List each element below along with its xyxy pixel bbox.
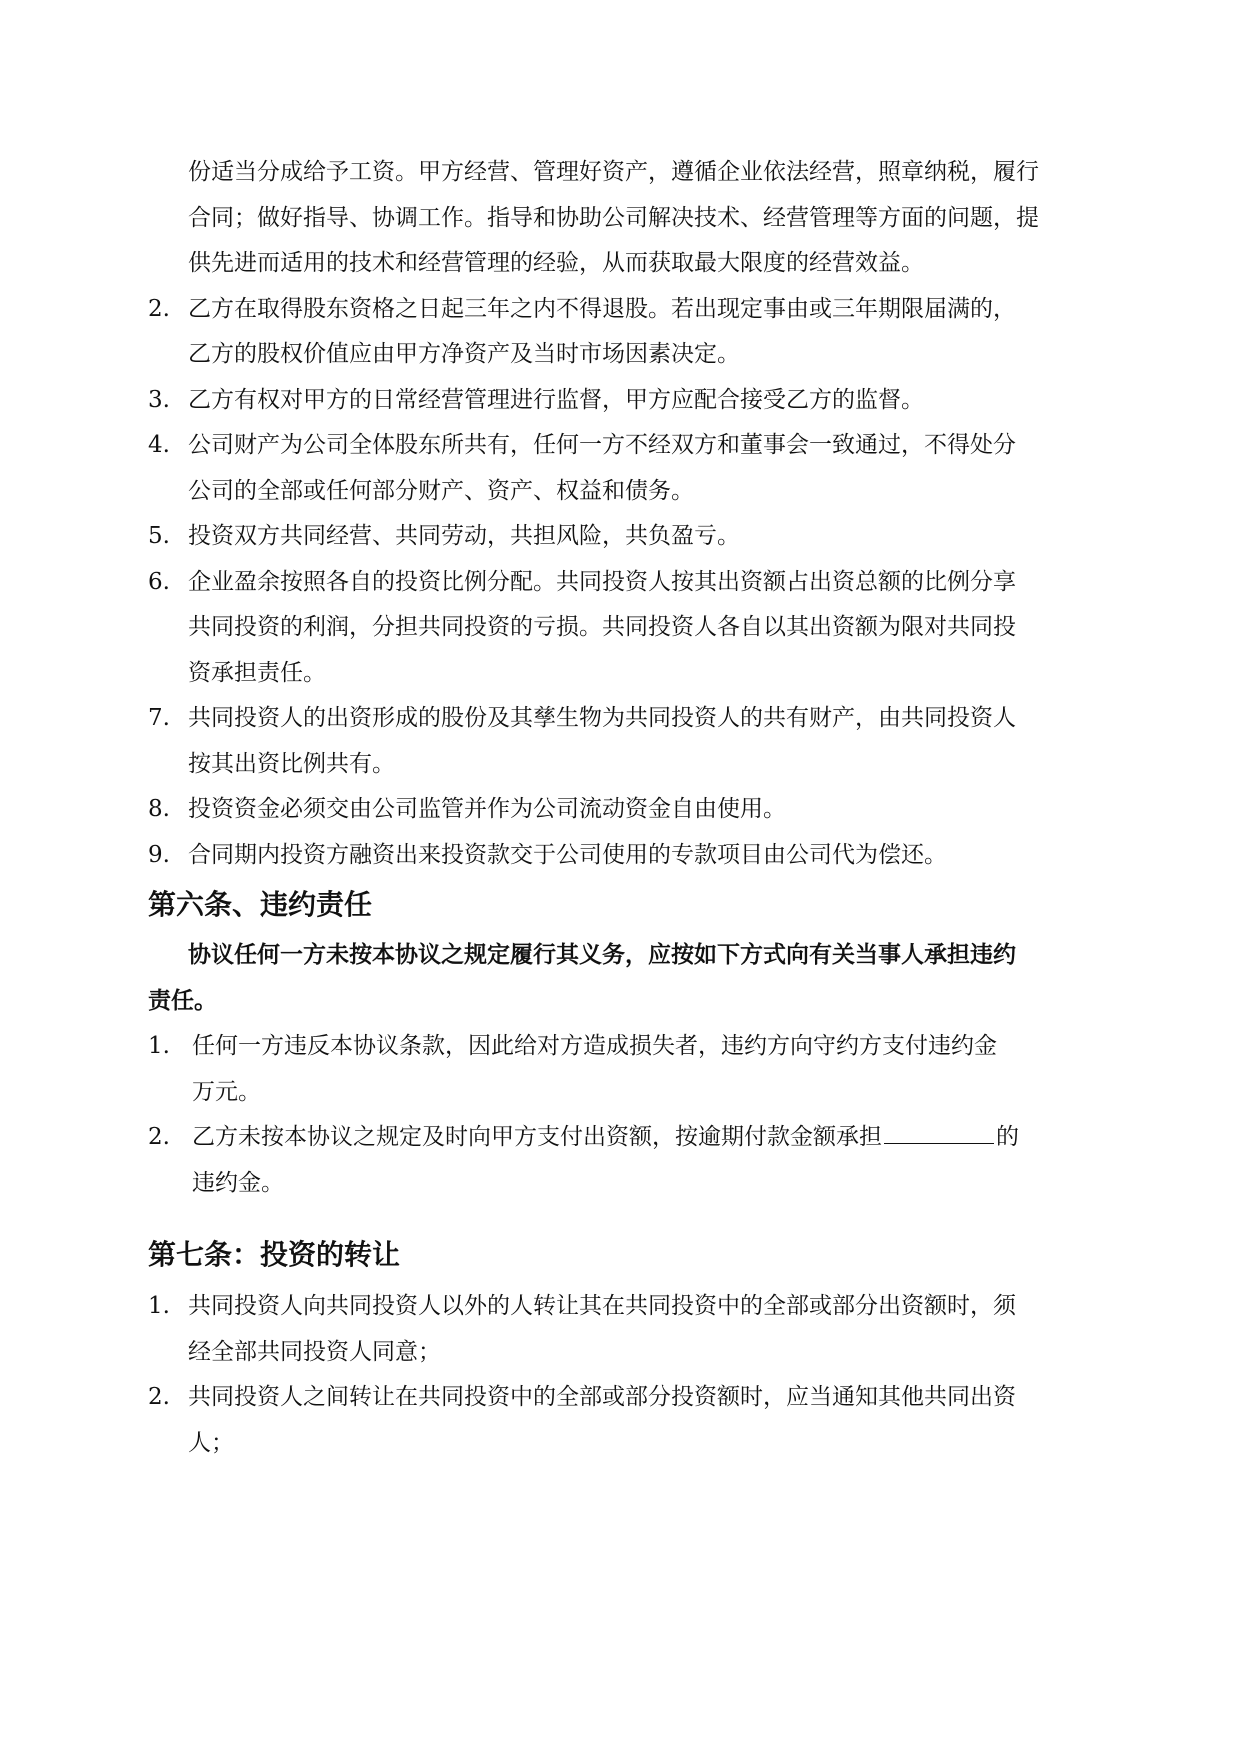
text-line: 共同投资人的出资形成的股份及其孳生物为共同投资人的共有财产，由共同投资人 bbox=[188, 705, 1016, 731]
section-heading: 第七条：投资的转让 bbox=[148, 1238, 401, 1271]
text-line: 投资双方共同经营、共同劳动，共担风险，共负盈亏。 bbox=[188, 523, 740, 549]
text-line: 共同投资人之间转让在共同投资中的全部或部分投资额时，应当通知其他共同出资 bbox=[188, 1384, 1016, 1410]
list-item bbox=[148, 1024, 1088, 1115]
list-number: 9. bbox=[148, 841, 170, 868]
section-heading: 第六条、违约责任 bbox=[148, 888, 373, 921]
text-line: 经全部共同投资人同意； bbox=[188, 1338, 441, 1365]
text-line: 企业盈余按照各自的投资比例分配。共同投资人按其出资额占出资总额的比例分享 bbox=[188, 568, 1016, 595]
text-line: 资承担责任。 bbox=[188, 659, 326, 686]
continued-paragraph bbox=[148, 150, 1088, 287]
spacer bbox=[148, 1206, 1088, 1228]
list-number: 4. bbox=[148, 432, 170, 458]
section6-intro bbox=[148, 932, 1088, 1024]
text-line: 违约金。 bbox=[192, 1169, 284, 1196]
text-line: 万元。 bbox=[192, 1078, 261, 1105]
text-line: 公司的全部或任何部分财产、资产、权益和债务。 bbox=[188, 477, 694, 504]
list-number: 2. bbox=[148, 295, 170, 322]
text-line: 任何一方违反本协议条款，因此给对方造成损失者，违约方向守约方支付违约金 bbox=[192, 1033, 997, 1059]
fill-in-blank bbox=[884, 1121, 994, 1144]
text-line: 公司财产为公司全体股东所共有，任何一方不经双方和董事会一致通过，不得处分 bbox=[188, 432, 1016, 458]
list-number: 1. bbox=[148, 1293, 170, 1319]
list-item bbox=[148, 287, 1088, 378]
list-item bbox=[148, 1284, 1088, 1375]
list-number: 8. bbox=[148, 796, 170, 822]
list-number: 7. bbox=[148, 705, 170, 731]
list-number: 6. bbox=[148, 568, 170, 595]
text-line bbox=[188, 1115, 1088, 1161]
text-line: 协议任何一方未按本协议之规定履行其义务，应按如下方式向有关当事人承担违约 bbox=[188, 942, 1016, 968]
text-line: 乙方有权对甲方的日常经营管理进行监督，甲方应配合接受乙方的监督。 bbox=[188, 386, 924, 413]
list-number: 2. bbox=[148, 1124, 170, 1150]
list-number: 2. bbox=[148, 1384, 170, 1410]
text-line: 投资资金必须交由公司监管并作为公司流动资金自由使用。 bbox=[188, 796, 786, 822]
section6-list bbox=[148, 1024, 1088, 1206]
list-item bbox=[148, 1375, 1088, 1466]
text-line: 人； bbox=[188, 1429, 234, 1456]
document-page bbox=[148, 150, 1088, 1466]
text-line: 份适当分成给予工资。甲方经营、管理好资产，遵循企业依法经营，照章纳税，履行 bbox=[188, 159, 1039, 185]
list-item bbox=[148, 787, 1088, 833]
text-fragment: 的 bbox=[996, 1124, 1019, 1150]
list-item bbox=[148, 378, 1088, 424]
text-line: 合同；做好指导、协调工作。指导和协助公司解决技术、经营管理等方面的问题，提 bbox=[188, 204, 1039, 231]
section5-list bbox=[148, 287, 1088, 879]
text-fragment: 乙方未按本协议之规定及时向甲方支付出资额，按逾期付款金额承担 bbox=[192, 1124, 882, 1150]
text-line: 责任。 bbox=[148, 988, 217, 1014]
list-item bbox=[148, 833, 1088, 879]
text-line: 合同期内投资方融资出来投资款交于公司使用的专款项目由公司代为偿还。 bbox=[188, 841, 947, 868]
list-number: 5. bbox=[148, 523, 170, 549]
list-item bbox=[148, 423, 1088, 514]
list-item bbox=[148, 560, 1088, 697]
list-number: 3. bbox=[148, 386, 170, 413]
list-item bbox=[148, 514, 1088, 560]
list-item bbox=[148, 1115, 1088, 1206]
text-line: 按其出资比例共有。 bbox=[188, 750, 395, 777]
text-line: 供先进而适用的技术和经营管理的经验，从而获取最大限度的经营效益。 bbox=[188, 250, 924, 276]
text-line: 乙方在取得股东资格之日起三年之内不得退股。若出现定事由或三年期限届满的， bbox=[188, 295, 1016, 322]
text-line: 乙方的股权价值应由甲方净资产及当时市场因素决定。 bbox=[188, 341, 740, 367]
text-line: 共同投资人向共同投资人以外的人转让其在共同投资中的全部或部分出资额时，须 bbox=[188, 1293, 1016, 1319]
list-item bbox=[148, 696, 1088, 787]
list-number: 1. bbox=[148, 1033, 170, 1059]
section7-list bbox=[148, 1284, 1088, 1466]
text-line: 共同投资的利润，分担共同投资的亏损。共同投资人各自以其出资额为限对共同投 bbox=[188, 614, 1016, 640]
